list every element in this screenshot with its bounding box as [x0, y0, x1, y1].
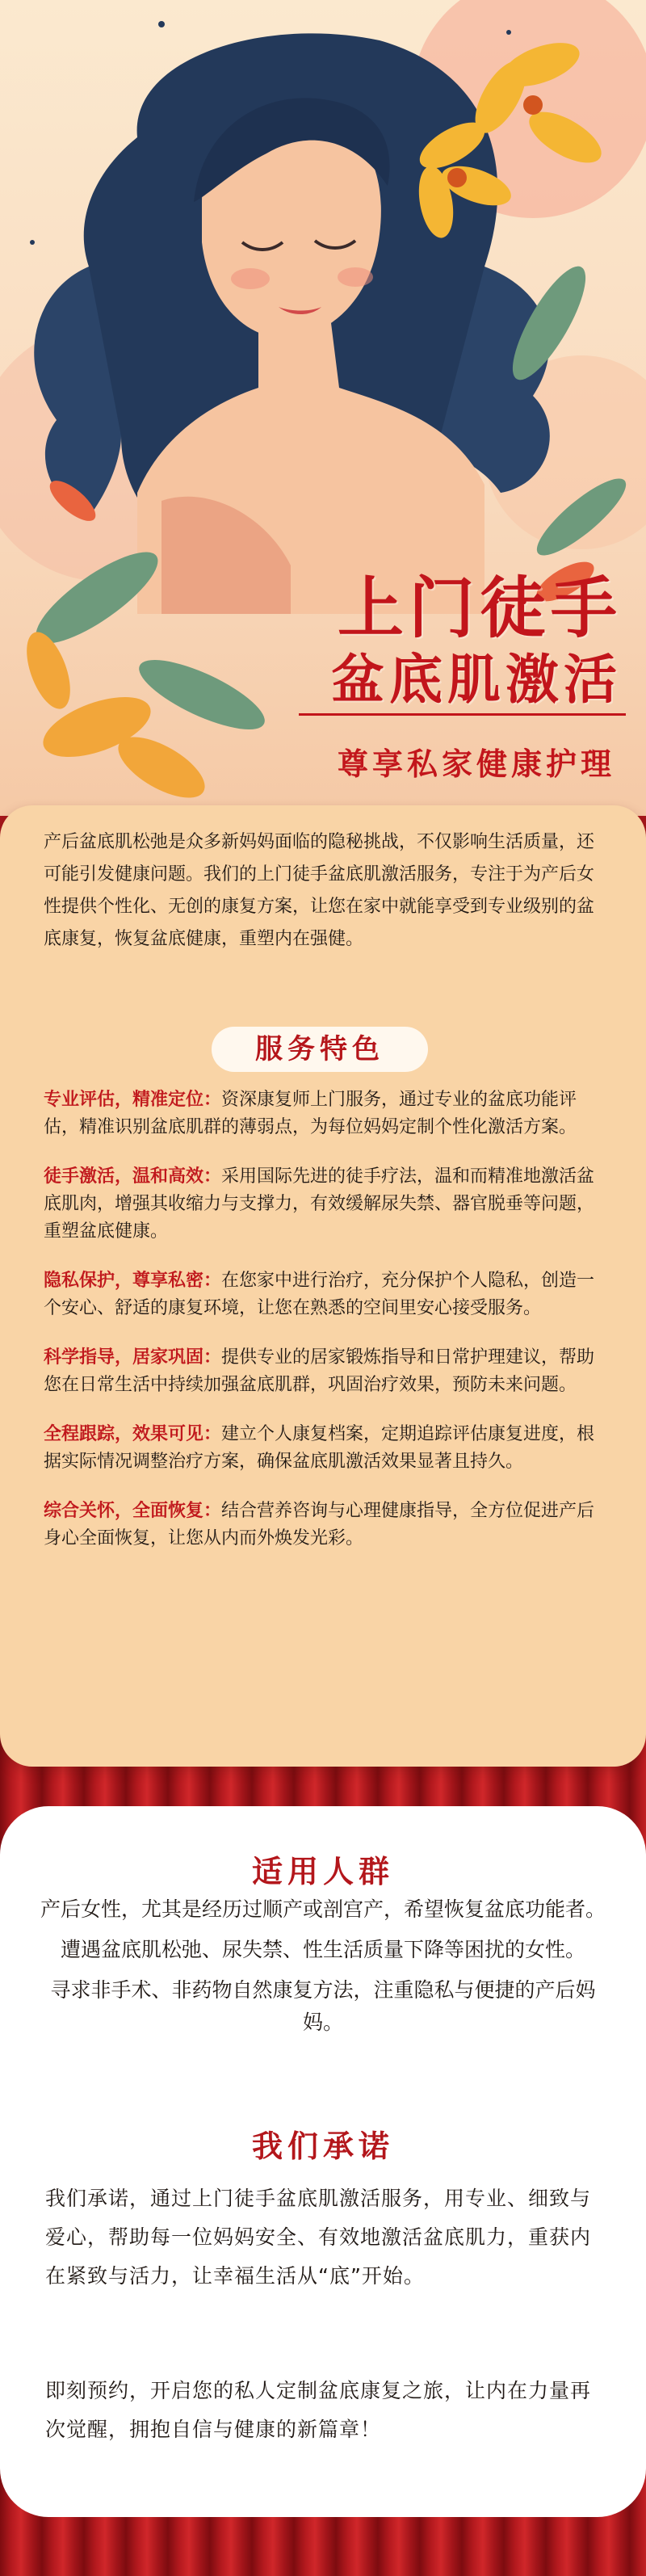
feature-title: 科学指导，居家巩固： [44, 1347, 222, 1368]
features-heading: 服务特色 [212, 1027, 428, 1072]
feature-item [44, 1344, 602, 1399]
feature-text: 在您家中进行治疗，充分保护个人隐私，创造一个安心、舒适的康复环境，让您在熟悉的空间里安心接受服务。 [44, 1271, 595, 1318]
feature-item [44, 1498, 602, 1553]
audience-list [40, 1893, 606, 2047]
feature-item [44, 1163, 602, 1246]
audience-heading: 适用人群 [251, 1854, 394, 1889]
feature-title: 综合关怀，全面恢复： [44, 1501, 222, 1521]
title-divider [299, 713, 626, 716]
intro-text: 产后盆底肌松弛是众多新妈妈面临的隐秘挑战，不仅影响生活质量，还可能引发健康问题。我们的上门徒手盆底肌激活服务，专注于为产后女性提供个性化、无创的康复方案，让您在家中就能享受到专业级别的盆底康复，恢复盆底健康，重塑内在强健。 [44, 832, 595, 949]
feature-title: 徒手激活，温和高效： [44, 1166, 222, 1187]
promise-heading: 我们承诺 [251, 2128, 394, 2164]
audience-item: 寻求非手术、非药物自然康复方法，注重隐私与便捷的产后妈妈。 [50, 1978, 596, 2034]
feature-text: 结合营养咨询与心理健康指导，全方位促进产后身心全面恢复，让您从内而外焕发光彩。 [44, 1501, 595, 1549]
hero-subtitle: 尊享私家健康护理 [337, 746, 615, 782]
hero-title-line1: 上门徒手 [337, 570, 622, 647]
hero-banner [0, 0, 646, 816]
audience-promise-card [0, 1806, 646, 2517]
feature-text: 提供专业的居家锻炼指导和日常护理建议，帮助您在日常生活中持续加强盆底肌群，巩固治疗效果，预防未来问题。 [44, 1347, 595, 1395]
feature-title: 隐私保护，尊享私密： [44, 1271, 222, 1291]
feature-item [44, 1267, 602, 1322]
promise-paragraph: 我们承诺，通过上门徒手盆底肌激活服务，用专业、细致与爱心，帮助每一位妈妈安全、有效地激活盆底肌力，重获内在紧致与活力，让幸福生活从“底”开始。 [45, 2187, 592, 2288]
feature-title: 专业评估，精准定位： [44, 1090, 222, 1110]
feature-item [44, 1421, 602, 1476]
feature-text: 资深康复师上门服务，通过专业的盆底功能评估，精准识别盆底肌群的薄弱点，为每位妈妈定制个性化激活方案。 [44, 1090, 577, 1137]
audience-item: 遭遇盆底肌松弛、尿失禁、性生活质量下降等困扰的女性。 [60, 1938, 585, 1961]
feature-title: 全程跟踪，效果可见： [44, 1424, 222, 1444]
feature-text: 采用国际先进的徒手疗法，温和而精准地激活盆底肌肉，增强其收缩力与支撑力，有效缓解尿失禁、器官脱垂等问题，重塑盆底健康。 [44, 1166, 595, 1242]
hero-title-line2: 盆底肌激活 [331, 649, 622, 711]
feature-item [44, 1086, 602, 1141]
call-to-action-text: 即刻预约，开启您的私人定制盆底康复之旅，让内在力量再次觉醒，拥抱自信与健康的新篇章！ [45, 2379, 592, 2441]
audience-item: 产后女性，尤其是经历过顺产或剖宫产，希望恢复盆底功能者。 [40, 1897, 606, 1921]
features-list [44, 1086, 602, 1574]
feature-text: 建立个人康复档案，定期追踪评估康复进度，根据实际情况调整治疗方案，确保盆底肌激活效果显著且持久。 [44, 1424, 595, 1472]
service-card [0, 805, 646, 1767]
